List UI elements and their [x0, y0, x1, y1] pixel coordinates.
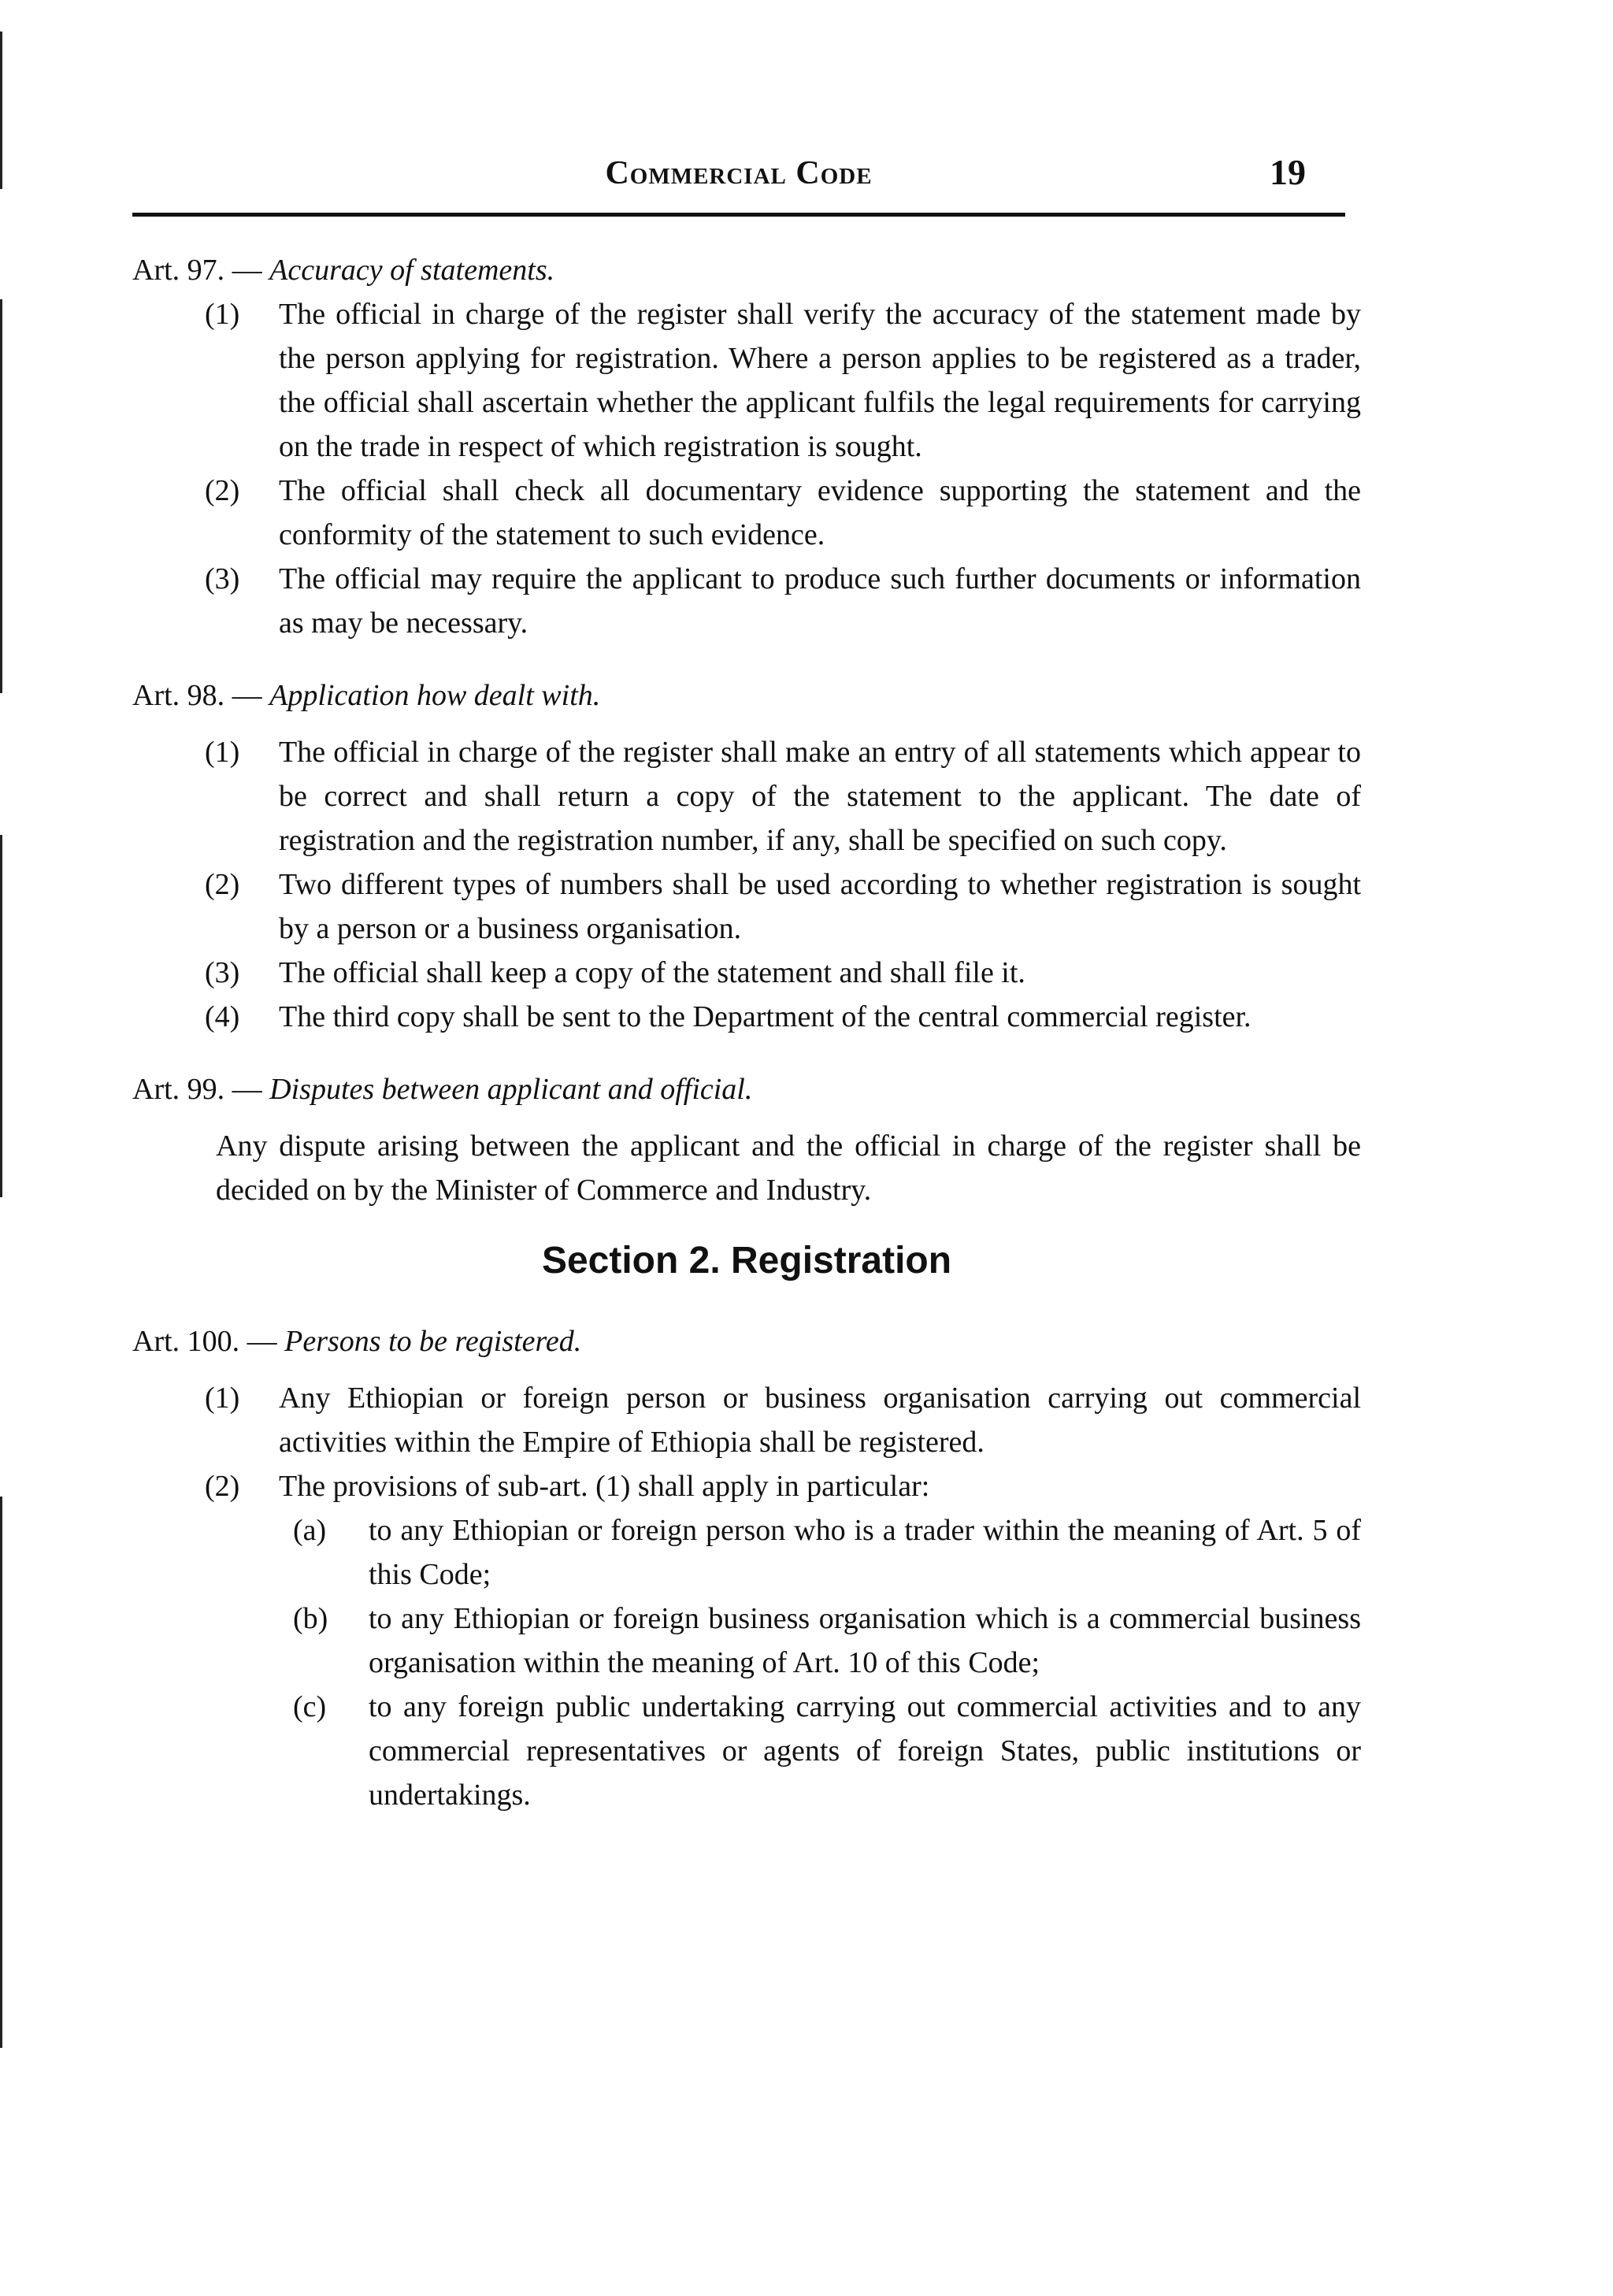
- section-heading: Section 2. Registration: [541, 1240, 952, 1282]
- paragraph: [132, 995, 1361, 1039]
- article-number: Art. 99. —: [132, 1073, 262, 1106]
- article-title: Disputes between applicant and official.: [269, 1073, 753, 1106]
- subparagraph: [132, 1508, 1361, 1597]
- scan-edge-mark: [0, 299, 2, 693]
- article-title: Accuracy of statements.: [269, 254, 555, 287]
- subparagraph-text: to any Ethiopian or foreign person who is a trader within the meaning of Art. 5 of this Code;: [369, 1514, 1361, 1591]
- paragraph: [132, 862, 1361, 951]
- scan-edge-mark: [0, 1497, 2, 2048]
- paragraph: [132, 292, 1361, 469]
- subparagraph-letter: (c): [293, 1690, 327, 1723]
- article-100: [132, 1319, 1361, 1817]
- scan-edge-mark: [0, 835, 2, 1197]
- subparagraph-letter: (b): [293, 1602, 328, 1635]
- paragraph: [132, 557, 1361, 645]
- article-99: [132, 1067, 1361, 1212]
- paragraph-number: (1): [205, 298, 240, 331]
- article-number: Art. 98. —: [132, 679, 262, 712]
- paragraph-number: (1): [205, 1382, 240, 1415]
- paragraph-number: (1): [205, 736, 240, 769]
- article-text: Any dispute arising between the applicant and the official in charge of the register shall be decided on by the Minister of Commerce and Industry.: [216, 1129, 1361, 1207]
- article-title: Application how dealt with.: [269, 679, 601, 712]
- page-content: [132, 248, 1361, 1817]
- paragraph-number: (4): [205, 1000, 240, 1033]
- paragraph-number: (2): [205, 474, 240, 507]
- paragraph-text: Any Ethiopian or foreign person or business organisation carrying out commercial activities within the Empire of Ethiopia shall be registered.: [279, 1382, 1361, 1459]
- header-title: Commercial Code: [605, 155, 873, 191]
- paragraph-text: The official in charge of the register shall make an entry of all statements which appear to be correct and shall return a copy of the statement to the applicant. The date of registration and the registration number, if any, shall be specified on such copy.: [279, 736, 1361, 857]
- paragraph: [132, 951, 1361, 995]
- subparagraph-text: to any Ethiopian or foreign business organisation which is a commercial business organisation within the meaning of Art. 10 of this Code;: [369, 1602, 1361, 1679]
- article-number: Art. 97. —: [132, 254, 262, 287]
- paragraph-text: The third copy shall be sent to the Department of the central commercial register.: [279, 1000, 1251, 1033]
- paragraph-number: (2): [205, 1470, 240, 1503]
- article-number: Art. 100. —: [132, 1325, 277, 1358]
- article-97: [132, 248, 1361, 645]
- paragraph-text: The official shall check all documentary evidence supporting the statement and the conformity of the statement to such evidence.: [279, 474, 1361, 551]
- paragraph: [132, 469, 1361, 557]
- scan-edge-mark: [0, 32, 2, 189]
- paragraph-text: The provisions of sub-art. (1) shall apply in particular:: [279, 1470, 930, 1503]
- header-rule: [132, 213, 1345, 217]
- paragraph: [132, 1464, 1361, 1508]
- running-header: [132, 154, 1345, 202]
- subparagraph-text: to any foreign public undertaking carrying out commercial activities and to any commercial representatives or agents of foreign States, public institutions or undertakings.: [369, 1690, 1361, 1812]
- subparagraph-letter: (a): [293, 1514, 327, 1547]
- subparagraph: [132, 1597, 1361, 1685]
- page-number: 19: [1270, 152, 1306, 192]
- paragraph-number: (2): [205, 868, 240, 901]
- article-heading: [132, 673, 1361, 718]
- subparagraph: [132, 1685, 1361, 1817]
- paragraph-text: The official in charge of the register shall verify the accuracy of the statement made by the person applying for registration. Where a person applies to be registered as a trader, the official shall ascertain whether the applicant fulfils the legal requirements for carrying on the trade in respect of which registration is sought.: [279, 298, 1361, 463]
- article-heading: [132, 1067, 1361, 1111]
- article-title: Persons to be registered.: [284, 1325, 582, 1358]
- paragraph-text: Two different types of numbers shall be used according to whether registration is sought by a person or a business organisation.: [279, 868, 1361, 945]
- paragraph-text: The official may require the applicant to produce such further documents or information as may be necessary.: [279, 562, 1361, 640]
- paragraph: [132, 1376, 1361, 1464]
- paragraph: [132, 730, 1361, 862]
- article-heading: [132, 248, 1361, 292]
- paragraph-number: (3): [205, 956, 240, 989]
- paragraph-number: (3): [205, 562, 240, 595]
- paragraph-text: The official shall keep a copy of the statement and shall file it.: [279, 956, 1025, 989]
- article-heading: [132, 1319, 1361, 1363]
- article-98: [132, 673, 1361, 1039]
